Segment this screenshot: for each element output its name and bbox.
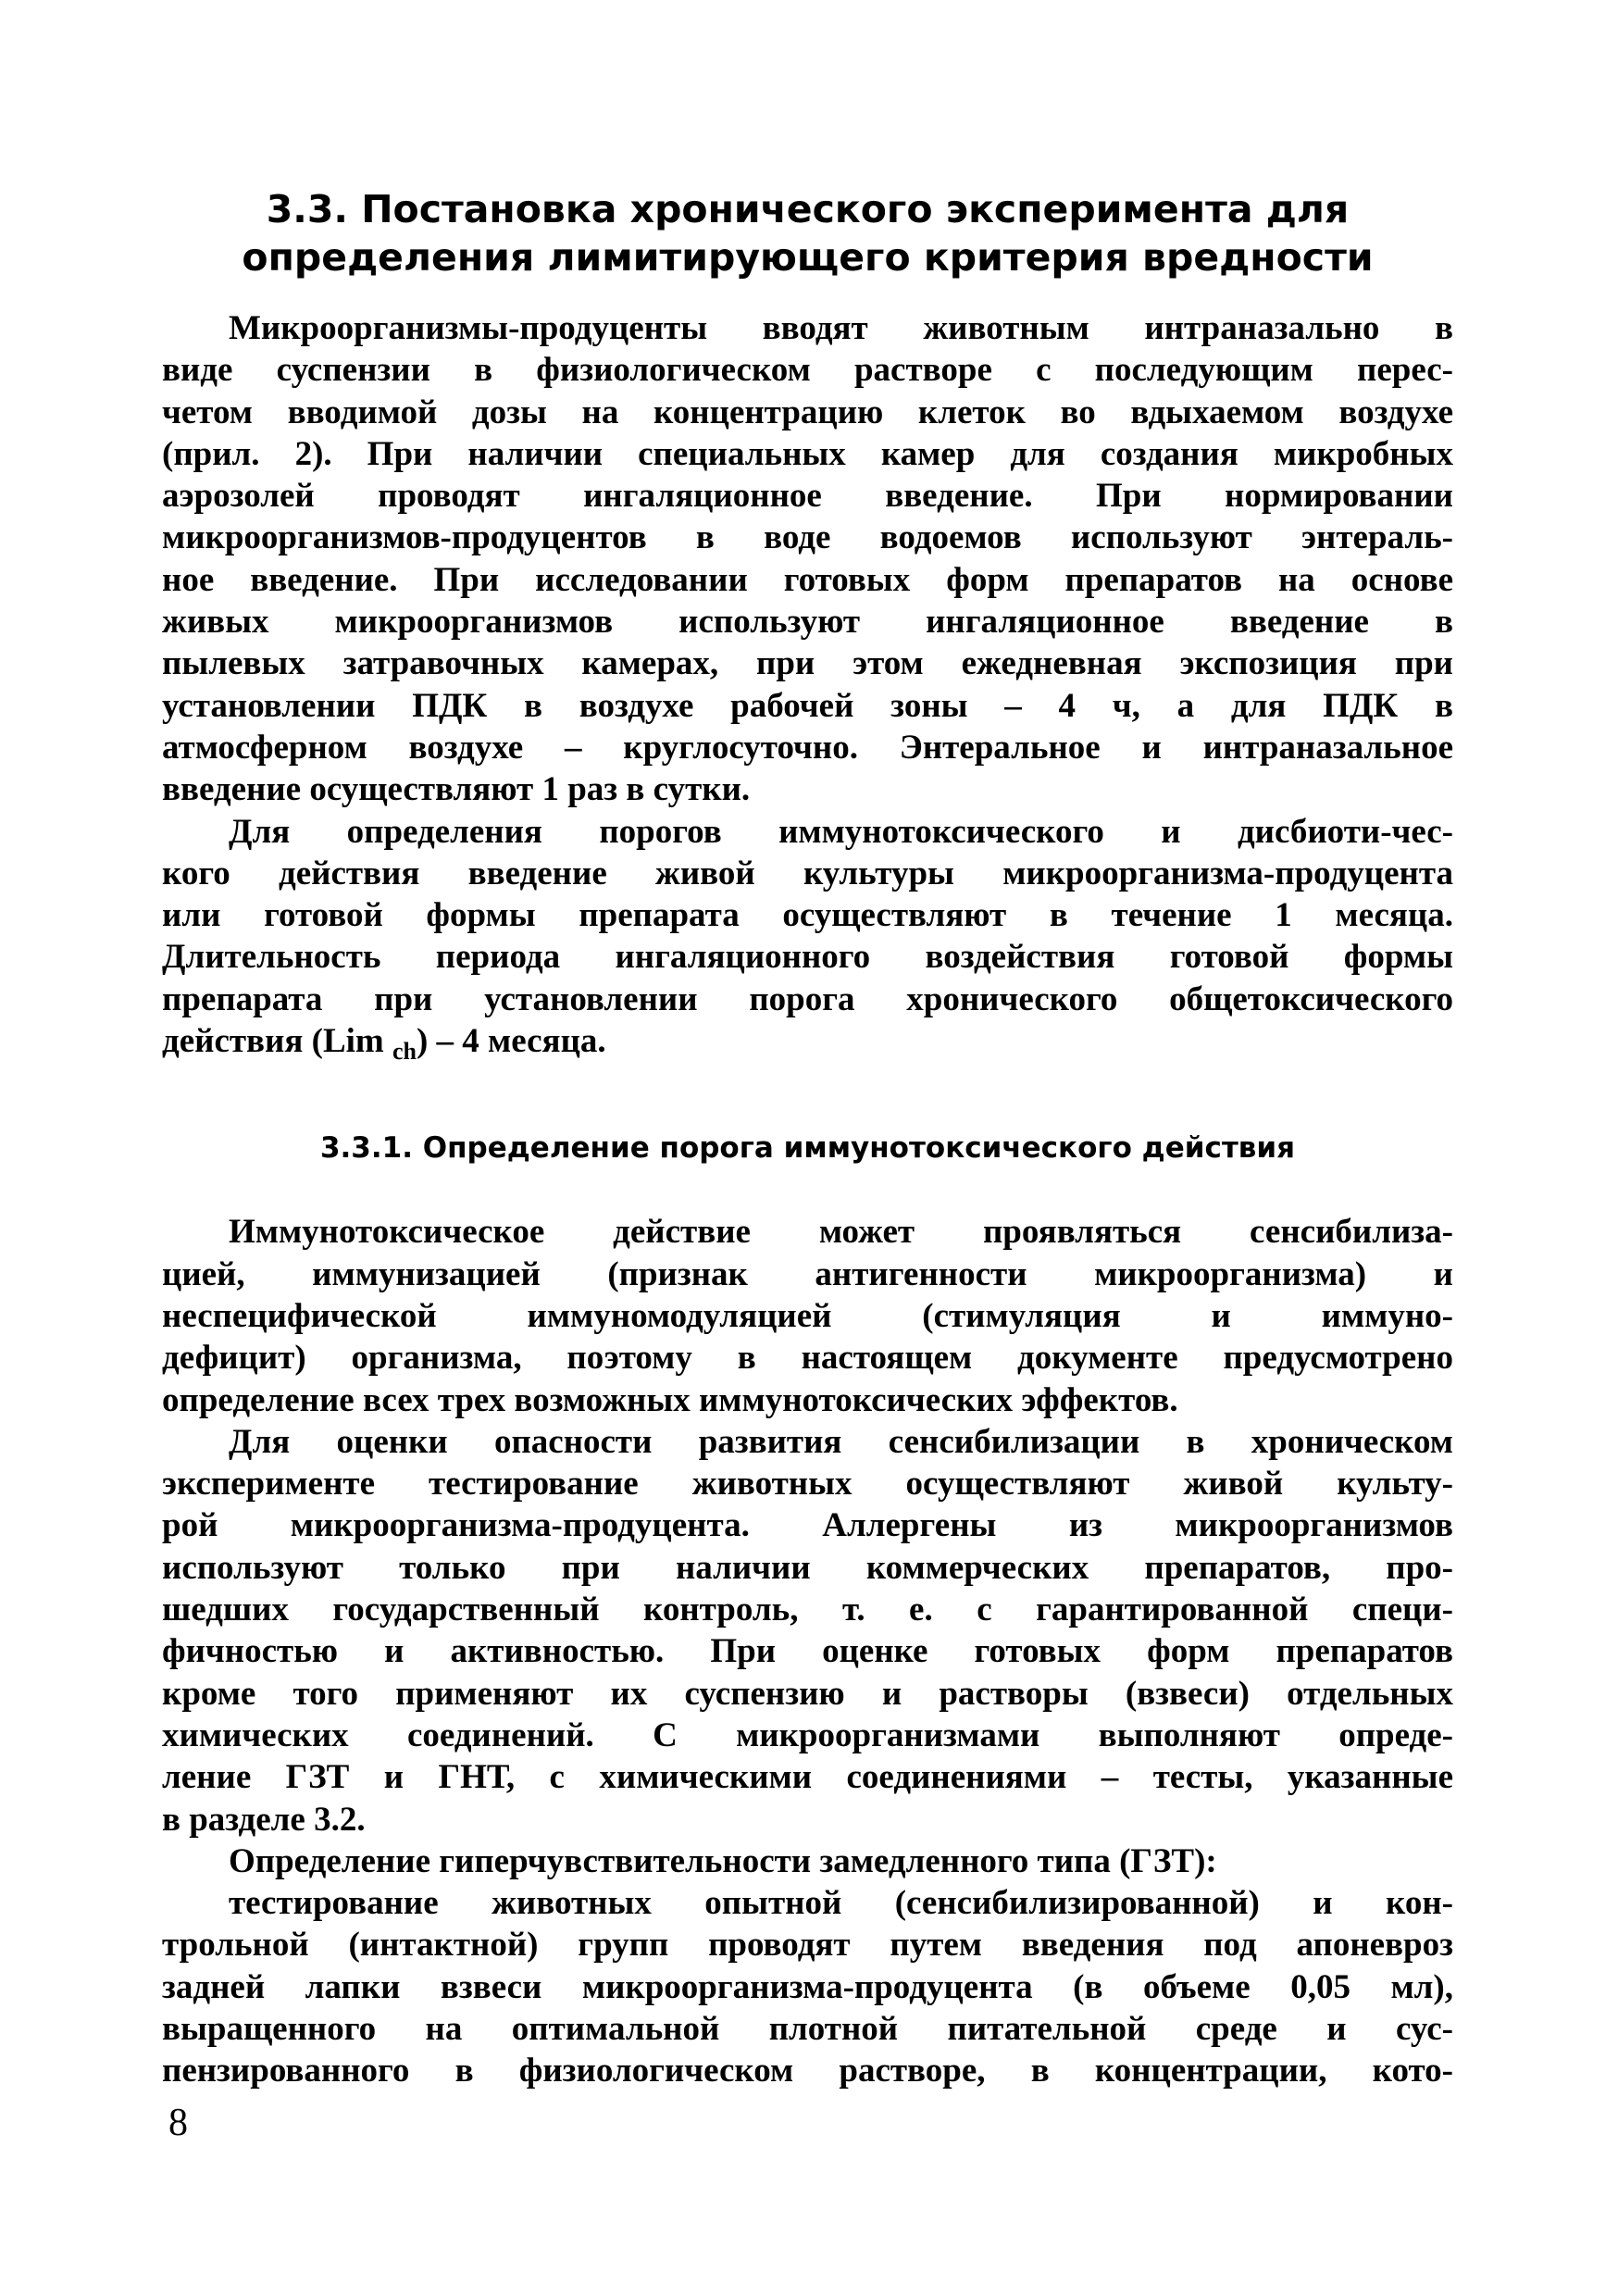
text-line: дефицит) организма, поэтому в настоящем документе предусмотрено — [162, 1339, 1453, 1378]
paragraph-dth-definition — [162, 1841, 1453, 1882]
text-line: Определение гиперчувствительности замедленного типа (ГЗТ): — [229, 1841, 1217, 1880]
text-line: кого действия введение живой культуры микроорганизма-продуцента — [162, 854, 1453, 892]
text-line-with-subscript — [162, 1020, 1453, 1072]
text-line: атмосферном воздухе – круглосуточно. Энтеральное и интраназальное — [162, 728, 1453, 767]
text-line: живых микроорганизмов используют ингаляционное введение в — [162, 603, 1453, 642]
text-line: препарата при установлении порога хронического общетоксического — [162, 980, 1453, 1018]
text-line: определение всех трех возможных иммунотоксических эффектов. — [162, 1380, 1178, 1419]
text-line: аэрозолей проводят ингаляционное введение. При нормировании — [162, 477, 1453, 516]
text-line: Длительность периода ингаляционного воздействия готовой формы — [162, 938, 1453, 977]
text-line: микроорганизмов-продуцентов в воде водоемов используют энтераль- — [162, 518, 1453, 557]
text-line: пылевых затравочных камерах, при этом ежедневная экспозиция при — [162, 644, 1453, 683]
text-line: кроме того применяют их суспензию и растворы (взвеси) отдельных — [162, 1674, 1453, 1713]
page-number: 8 — [168, 2102, 188, 2144]
text-line: четом вводимой дозы на концентрацию клеток во вдыхаемом воздухе — [162, 393, 1453, 431]
section-heading-line: 3.3. Постановка хронического эксперимента для — [266, 187, 1350, 231]
lim-duration-text: ) – 4 месяца. — [416, 1022, 606, 1061]
section-heading — [162, 185, 1453, 281]
page-content — [162, 185, 1453, 2092]
text-line: эксперименте тестирование животных осуществляют живой культу- — [162, 1465, 1453, 1504]
paragraph-administration — [162, 307, 1453, 811]
paragraph-sensitization — [162, 1421, 1453, 1841]
subsection-heading: 3.3.1. Определение порога иммунотоксического действия — [319, 1131, 1296, 1166]
text-line: Иммунотоксическое действие может проявляться сенсибилиза- — [229, 1213, 1453, 1252]
paragraph-dth-testing — [162, 1882, 1453, 2091]
text-line: задней лапки взвеси микроорганизма-продуцента (в объеме 0,05 мл), — [162, 1967, 1453, 2006]
text-line: или готовой формы препарата осуществляют в течение 1 месяца. — [162, 896, 1453, 935]
text-line: (прил. 2). При наличии специальных камер для создания микробных — [162, 434, 1453, 473]
text-line: используют только при наличии коммерческих препаратов, про- — [162, 1548, 1453, 1587]
text-line: фичностью и активностью. При оценке готовых форм препаратов — [162, 1632, 1453, 1671]
text-line: цией, иммунизацией (признак антигенности микроорганизма) и — [162, 1254, 1453, 1293]
text-line: шедших государственный контроль, т. е. с гарантированной специ- — [162, 1591, 1453, 1629]
text-line: в разделе 3.2. — [162, 1800, 366, 1839]
lim-subscript: ch — [392, 1038, 417, 1066]
text-line: ление ГЗТ и ГНТ, с химическими соединениями – тесты, указанные — [162, 1758, 1453, 1797]
text-line: виде суспензии в физиологическом растворе с последующим перес- — [162, 351, 1453, 390]
section-heading-line: определения лимитирующего критерия вредности — [242, 235, 1374, 280]
paragraph-immunotoxic-effects — [162, 1211, 1453, 1420]
text-line: Микроорганизмы-продуценты вводят животным интраназально в — [229, 309, 1453, 347]
text-line: рой микроорганизма-продуцента. Аллергены из микроорганизмов — [162, 1506, 1453, 1545]
text-line: трольной (интактной) групп проводят путем введения под апоневроз — [162, 1926, 1453, 1965]
text-line: введение осуществляют 1 раз в сутки. — [162, 770, 751, 809]
text-line: химических соединений. С микроорганизмами выполняют опреде- — [162, 1716, 1453, 1754]
text-line: Для оценки опасности развития сенсибилизации в хроническом — [229, 1422, 1453, 1461]
lim-text: действия (Lim — [162, 1022, 384, 1061]
text-line: пензированного в физиологическом растворе, в концентрации, кото- — [162, 2052, 1453, 2090]
text-line: тестирование животных опытной (сенсибилизированной) и кон- — [229, 1884, 1453, 1923]
text-line: неспецифической иммуномодуляцией (стимуляция и иммуно- — [162, 1296, 1453, 1335]
text-line: Для определения порогов иммунотоксического и дисбиоти-чес- — [229, 812, 1453, 851]
text-line: ное введение. При исследовании готовых форм препаратов на основе — [162, 560, 1453, 599]
paragraph-thresholds — [162, 811, 1453, 1073]
text-line: выращенного на оптимальной плотной питательной среде и сус- — [162, 2009, 1453, 2048]
text-line: установлении ПДК в воздухе рабочей зоны – 4 ч, а для ПДК в — [162, 686, 1453, 725]
